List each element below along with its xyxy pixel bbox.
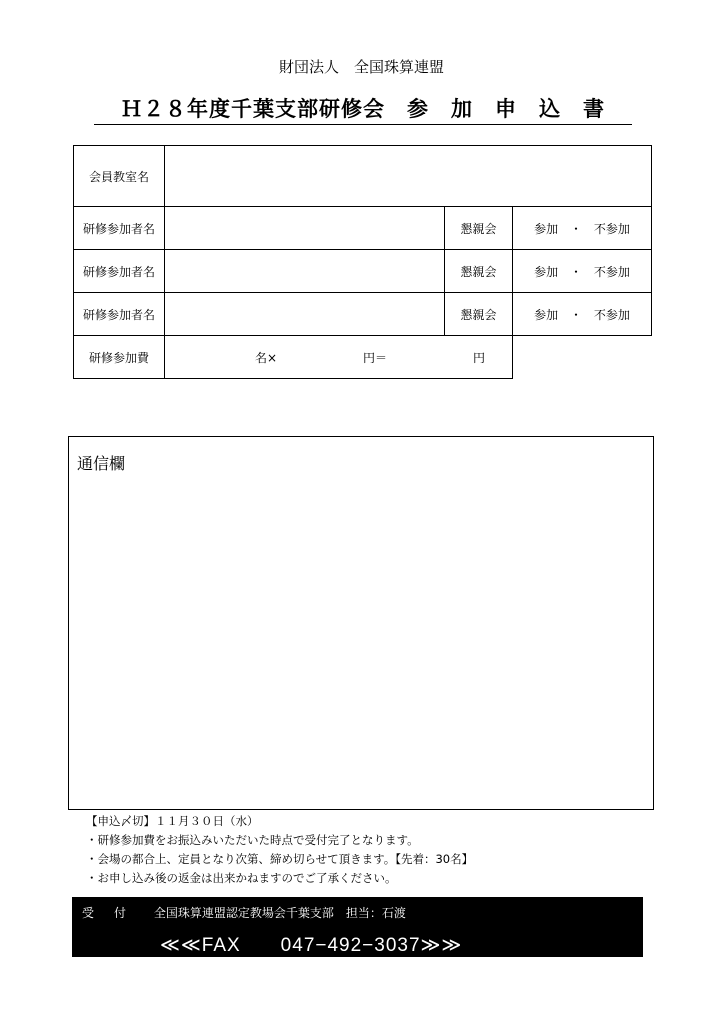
option-attend[interactable]: 参加: [534, 307, 559, 322]
application-form-table: [73, 145, 652, 379]
reception-row: [82, 904, 406, 921]
participant-name-field[interactable]: [165, 207, 445, 250]
option-attend[interactable]: 参加: [534, 264, 559, 279]
note-item: ・会場の都合上、定員となり次第、締め切らせて頂きます。【先着：30名】: [86, 852, 474, 866]
note-item: ・研修参加費をお振込みいただいた時点で受付完了となります。: [86, 833, 419, 847]
participant-label: 研修参加者名: [74, 293, 165, 336]
social-label: 懇親会: [445, 207, 513, 250]
fee-row: [74, 336, 652, 379]
empty-cell: [513, 336, 652, 379]
fee-yen-equals: 円＝: [363, 351, 388, 365]
fee-calculation-field[interactable]: [165, 336, 513, 379]
reception-label: 受付: [82, 906, 147, 920]
option-absent[interactable]: 不参加: [593, 221, 630, 236]
option-absent[interactable]: 不参加: [593, 264, 630, 279]
note-item: ・お申し込み後の返金は出来かねますのでご了承ください。: [86, 871, 397, 885]
organization-name: 財団法人 全国珠算連盟: [278, 58, 444, 76]
participant-label: 研修参加者名: [74, 250, 165, 293]
participant-name-field[interactable]: [165, 293, 445, 336]
member-field[interactable]: [165, 146, 652, 207]
option-attend[interactable]: 参加: [534, 221, 559, 236]
participant-row: [74, 207, 652, 250]
option-separator: ・: [569, 221, 582, 236]
social-label: 懇親会: [445, 293, 513, 336]
member-row: [74, 146, 652, 207]
communication-title: 通信欄: [77, 454, 126, 473]
participant-name-field[interactable]: [165, 250, 445, 293]
member-label: 会員教室名: [74, 146, 165, 207]
option-separator: ・: [569, 307, 582, 322]
reception-footer: [72, 897, 643, 957]
communication-box[interactable]: [68, 436, 654, 810]
participant-row: [74, 293, 652, 336]
reception-text: 全国珠算連盟認定教場会千葉支部 担当：石渡: [153, 906, 406, 920]
social-options[interactable]: [513, 250, 652, 293]
fee-label: 研修参加費: [74, 336, 165, 379]
option-absent[interactable]: 不参加: [593, 307, 630, 322]
notes-list: [86, 812, 473, 888]
social-options[interactable]: [513, 293, 652, 336]
participant-label: 研修参加者名: [74, 207, 165, 250]
option-separator: ・: [569, 264, 582, 279]
fax-number: ≪≪FAX 047−492−3037≫≫: [160, 935, 463, 956]
fee-yen-unit: 円: [473, 351, 486, 365]
page-title: Ｈ２８年度千葉支部研修会 参 加 申 込 書: [94, 94, 632, 125]
participant-row: [74, 250, 652, 293]
fee-persons-unit: 名×: [255, 351, 278, 365]
social-label: 懇親会: [445, 250, 513, 293]
social-options[interactable]: [513, 207, 652, 250]
deadline-note: 【申込〆切】１１月３０日（水）: [86, 814, 259, 828]
